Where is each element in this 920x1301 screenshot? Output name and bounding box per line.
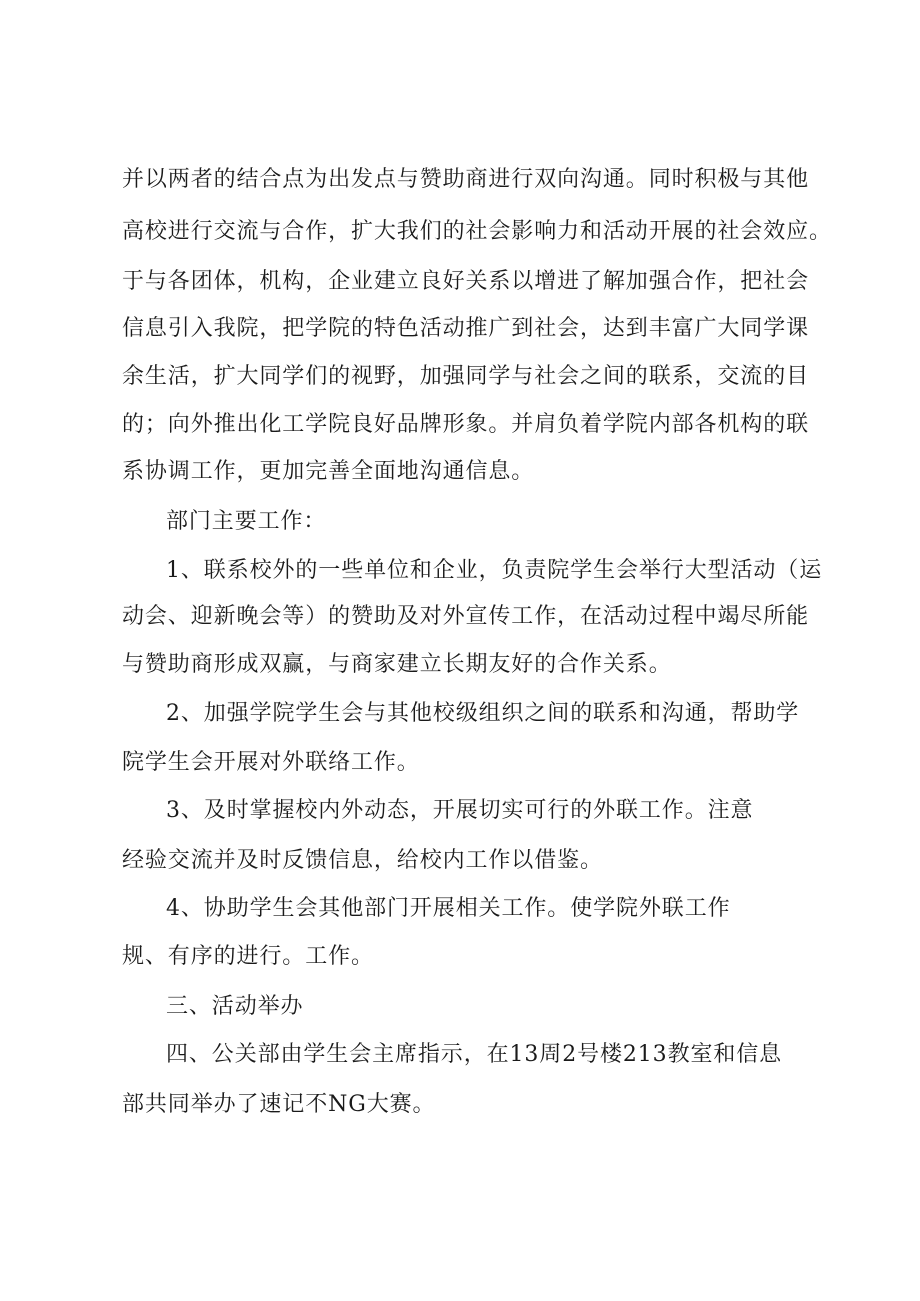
paragraph-line: 的；向外推出化工学院良好品牌形象。并肩负着学院内部各机构的联 — [122, 412, 810, 437]
list-item-line: 院学生会开展对外联络工作。 — [122, 750, 420, 775]
paragraph-line: 高校进行交流与合作，扩大我们的社会影响力和活动开展的社会效应。 — [122, 219, 832, 244]
list-item-line: 规、有序的进行。工作。 — [122, 944, 374, 969]
section-heading: 三、活动举办 — [166, 994, 304, 1019]
section-heading: 部门主要工作： — [166, 509, 327, 534]
paragraph-line: 余生活，扩大同学们的视野，加强同学与社会之间的联系，交流的目 — [122, 364, 810, 389]
paragraph-line: 于与各团体，机构，企业建立良好关系以增进了解加强合作，把社会 — [122, 269, 810, 294]
list-item-line: 4、协助学生会其他部门开展相关工作。使学院外联工作 — [166, 896, 731, 921]
list-item-line: 与赞助商形成双赢，与商家建立长期友好的合作关系。 — [122, 652, 672, 677]
paragraph-line: 部共同举办了速记不NG大赛。 — [122, 1092, 436, 1117]
paragraph-line: 四、公关部由学生会主席指示，在13周2号楼213教室和信息 — [166, 1042, 783, 1067]
list-item-line: 动会、迎新晚会等）的赞助及对外宣传工作，在活动过程中竭尽所能 — [122, 604, 810, 629]
list-item-line: 2、加强学院学生会与其他校级组织之间的联系和沟通，帮助学 — [166, 701, 800, 726]
paragraph-line: 系协调工作，更加完善全面地沟通信息。 — [122, 459, 535, 484]
paragraph-line: 信息引入我院，把学院的特色活动推广到社会，达到丰富广大同学课 — [122, 316, 810, 341]
list-item-line: 经验交流并及时反馈信息，给校内工作以借鉴。 — [122, 848, 603, 873]
paragraph-line: 并以两者的结合点为出发点与赞助商进行双向沟通。同时积极与其他 — [122, 167, 810, 192]
list-item-line: 3、及时掌握校内外动态，开展切实可行的外联工作。注意 — [166, 798, 754, 823]
list-item-line: 1、联系校外的一些单位和企业，负责院学生会举行大型活动（运 — [166, 558, 823, 583]
